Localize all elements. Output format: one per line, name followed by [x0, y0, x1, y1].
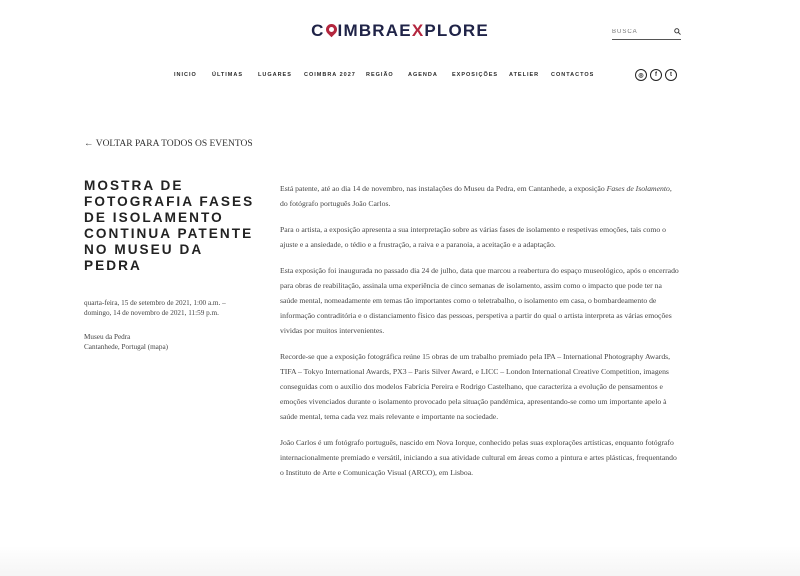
event-date-start: quarta-feira, 15 de setembro de 2021, 1:00 a.m. –	[84, 299, 226, 307]
article-paragraph-1	[280, 181, 680, 211]
event-title: MOSTRA DE FOTOGRAFIA FASES DE ISOLAMENTO CONTINUA PATENTE NO MUSEU DA PEDRA	[84, 178, 255, 273]
nav-item-ultimas[interactable]: ÚLTIMAS	[212, 72, 244, 78]
facebook-icon[interactable]: f	[650, 69, 662, 81]
nav-item-inicio[interactable]: INICIO	[174, 72, 197, 78]
nav-item-atelier[interactable]: ATELIER	[509, 72, 540, 78]
event-venue	[84, 332, 264, 352]
nav-item-agenda[interactable]: AGENDA	[408, 72, 438, 78]
location-pin-icon	[325, 24, 338, 37]
logo-text-imbrae: IMBRAE	[337, 21, 412, 40]
venue-location: Cantanhede, Portugal	[84, 343, 146, 352]
article-paragraph-3: Esta exposição foi inaugurada no passado dia 24 de julho, data que marcou a reabertura do espaço museológico, após o encerrado para obras de reabilitação, assinala uma experiência de cinco semanas de isolamento, assim como o impacto que pode ter na saúde mental, nomeadamente em temas tão importantes como o teletrabalho, o isolamento em casa, o bombardeamento de informação contraditória e o distanciamento físico das pessoas, perspetiva a partir do qual o artista interpreta as várias emoções vividas por muitos intervenientes.	[280, 266, 679, 335]
nav-item-lugares[interactable]: LUGARES	[258, 72, 292, 78]
search-box	[612, 26, 681, 40]
search-input[interactable]	[612, 27, 670, 37]
article-paragraph-4: Recorde-se que a exposição fotográfica reúne 15 obras de um trabalho premiado pela IPA – International Photography Awards, TIFA – Tokyo International Awards, PX3 – Paris Silver Award, e LICC – London International Creative Competition, imagens conseguidas com o auxílio dos modelos Fabrícia Pereira e Rodrigo Castelhano, que caracteriza a evolução de pensamentos e emoções vivenciados durante o isolamento provocado pela situação pandémica, apresentando-se como um importante apelo à saúde mental, tema cada vez mais relevante e importante na sociedade.	[280, 352, 671, 421]
nav-item-exposicoes[interactable]: EXPOSIÇÕES	[452, 72, 499, 78]
logo-text-c: C	[311, 21, 325, 40]
p1-text-start: Está patente, até ao dia 14 de novembro, nas instalações do Museu da Pedra, em Cantanhede, a exposição	[280, 184, 607, 193]
event-date	[84, 298, 264, 318]
logo-text-x: X	[411, 21, 425, 40]
article-paragraph-2: Para o artista, a exposição apresenta a sua interpretação sobre as várias fases de isolamento e respetivas emoções, tais como o ajuste e a ansiedade, o tédio e a frustração, a raiva e a paranoia, a aceitação e a adaptação.	[280, 225, 666, 249]
instagram-icon[interactable]: ◎	[635, 69, 647, 81]
article-body	[280, 181, 680, 491]
exhibition-name: Fases de Isolamento	[606, 184, 670, 193]
back-to-events-link[interactable]: ← VOLTAR PARA TODOS OS EVENTOS	[84, 139, 253, 149]
nav-item-coimbra-2027[interactable]: COIMBRA 2027	[304, 72, 356, 78]
bottom-fade	[0, 546, 800, 576]
venue-name: Museu da Pedra	[84, 333, 131, 341]
article-paragraph-5: João Carlos é um fotógrafo português, nascido em Nova Iorque, conhecido pelas suas explorações artísticas, enquanto fotógrafo internacionalmente premiado e versátil, iniciando a sua atividade cultural em áreas como a pintura e artes plásticas, frequentando o Instituto de Arte e Comunicação Visual (ARCO), em Lisboa.	[280, 438, 677, 477]
event-date-end: domingo, 14 de novembro de 2021, 11:59 p.m.	[84, 309, 219, 318]
p1-text-end: , do fotógrafo português João Carlos.	[280, 184, 672, 208]
venue-address	[84, 342, 264, 352]
nav-item-regiao[interactable]: REGIÃO	[366, 72, 394, 78]
map-link[interactable]: (mapa)	[147, 343, 169, 352]
search-icon[interactable]	[674, 28, 681, 35]
logo-text-plore: PLORE	[424, 21, 489, 40]
twitter-icon[interactable]: t	[665, 69, 677, 81]
nav-item-contactos[interactable]: CONTACTOS	[551, 72, 595, 78]
